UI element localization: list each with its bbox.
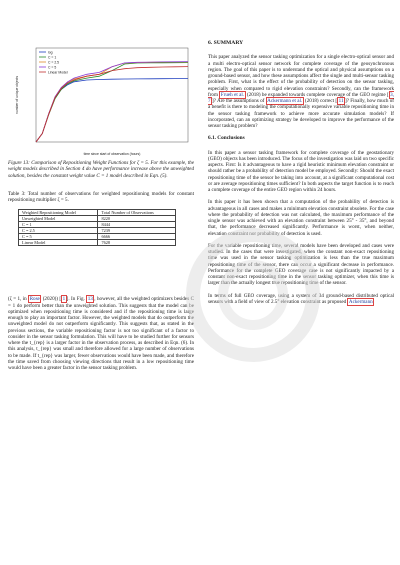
legend-label: C = 2.5 <box>48 60 60 65</box>
text-run: (2018) be expanded towards complete coverage of the GEO regime [ <box>245 91 389 98</box>
table-cell-observations: 8220 <box>98 216 176 222</box>
figure-caption-text: Comparison of Repositioning Weight Functions for ζ = 5. For this example, the weight models described in Section 4 do have performance increase above the unweighted solution, besides the constant weight value C = 1 model described in Eqn. (5). <box>8 160 194 179</box>
text-run: , however, all the weighted optimizers besides C = 1 do perform better than the unweighted solution. This suggests that the model can be optimized when repositioning time is considered and if the repositioning time is large enough to play an important factor. However, the weighted models that do outperform the unweighted model do not outperform significantly. This suggests that, as stated in the previous sections, the variable repositioning factor is not too significant of a factor to consider in the sensor tasking formulation. This will have to be studied further for sensors where the t_{rep} is a larger factor in the observation process, as described in Eqn. (6). In this analysis, t_{rep} was small and therefore allowed for a large number of observations to be made. If t_{rep} was larger, fewer observations would have been made, and therefore the time saved from choosing viewing directions that result in a low repositioning time would have been a greater factor in the sensor tasking problem. <box>8 296 194 371</box>
table-cell-observations: 7239 <box>98 228 176 234</box>
y-axis-label: number of unique objects <box>15 75 19 115</box>
text-run: (2018) correct [ <box>303 98 338 104</box>
conclusions-paragraph-3: For the variable repositioning time, several models have been developed and cases were studied. In the cases that were investigated, when the constant non-exact repositioning time was used in the sensor tasking optimization is less than the true maximum repositioning time of the sensor, there can occur a significant decrease in performance. Performance for the complete GEO coverage case is not significantly impacted by a constant non-exact repositioning time in the sensor tasking optimizer, when this time is larger than the actually longest true repositioning time of the sensor. <box>208 242 394 287</box>
legend-label: Linear Model <box>48 70 68 75</box>
table-cell-observations: 7628 <box>98 240 176 246</box>
table-3-caption: Table 3: Total number of observations for weighted repositioning models for constant repositioning multiplier ζ = 5. <box>8 190 194 203</box>
left-column <box>8 160 194 377</box>
figure-13-chart <box>12 44 194 158</box>
table-cell-observations: 6666 <box>98 234 176 240</box>
text-run: ]? Finally, how much of a benefit is there to modeling the computationally expensive variable repositioning time in the sensor tasking framework to achieve more accurate simulation models? If incorporated, can an optimizing strategy be developed to improve the performance of the sensor tasking problem? <box>208 98 394 129</box>
conclusions-paragraph-2: In this paper it has been shown that a computation of the probability of detection is advantageous in all cases and makes a minimum elevation constraint obsolete. For the case where the probability of detection was not calculated, the maximum performance of the single sensor was achieved with an elevation constraint between 25° - 35°, and beyond that, the performance decreased significantly. Performance is worst, when neither, elevation constraint nor probability of detection is used. <box>208 199 394 237</box>
text-run: (2020)) [ <box>41 296 62 303</box>
text-run: ]. In Fig. <box>66 296 87 303</box>
series-line <box>36 63 188 142</box>
table-cell-model: Unweighted Model <box>19 216 98 222</box>
citation-link-ackermann[interactable]: Ackermann et al. <box>267 98 303 104</box>
conclusions-paragraph-1: In this paper a sensor tasking framework for complete coverage of the geostationary (GEO) objects has been introduced. The focus of the investigation was laid on two specific aspects. First: Is it advantageous to have a rigid heuristic minimum elevation constraint or should rather be a probability of detection model be employed. Secondly: Should the exact repositioning time of the sensor be taking into account, at a significant computational cost or are average repositioning times sufficient? In both aspects the target function is to reach a complete coverage of the entire GEO region within 24 hours. <box>208 149 394 193</box>
series-line <box>36 67 188 142</box>
table-cell-model: C = 5 <box>19 234 98 240</box>
subsection-heading-conclusions: 6.1. Conclusions <box>208 135 245 142</box>
summary-paragraph <box>208 54 394 129</box>
table-cell-model: C = 1 <box>19 222 98 228</box>
legend-label: C = 1 <box>48 55 57 60</box>
left-body-paragraph <box>8 296 194 371</box>
legend-label: C = 5 <box>48 65 57 70</box>
table-header-model: Weighted Repositioning Model <box>19 210 98 216</box>
citation-link-ackermann-2[interactable]: Ackermann <box>348 298 373 305</box>
citation-link-3-7[interactable]: 3, 7 <box>208 91 394 104</box>
text-run: ]? Are the assumptions of <box>212 98 266 104</box>
conclusions-paragraph-4 <box>208 293 394 306</box>
legend-label: log <box>48 50 53 55</box>
table-cell-model: Linear Model <box>19 240 98 246</box>
table-cell-observations: 8444 <box>98 222 176 228</box>
figure-link-13[interactable]: 13 <box>87 296 93 303</box>
citation-link-11[interactable]: 11 <box>338 98 344 104</box>
right-column <box>208 40 394 311</box>
figure-caption-label: Figure 13: <box>8 160 30 166</box>
section-heading-summary: 6. SUMMARY <box>208 40 244 46</box>
observations-table <box>18 209 176 246</box>
text-run: This paper analyzed the sensor tasking optimization for a single electro-optical sensor and a multi electro-optical sensor network for complete coverage of the geosynchronous region. The goal of this paper is to understand the optical and physical assumptions on a ground-based sensor, and how these assumptions affect the single and multi-sensor tasking problem. First, what is the effect of the probability of detection on the sensor tasking, especially when compared to rigid elevation constraints? Secondly, can the framework from <box>208 54 394 98</box>
text-run: In terms of full GEO coverage, using a system of 34 ground-based distributed optical sensors with a field of view of 2.5° elevation constraint as proposed <box>208 292 394 305</box>
citation-link-1[interactable]: 1 <box>62 296 66 303</box>
citation-link-rose[interactable]: Rose <box>29 296 40 303</box>
table-header-observations: Total Number of Observations <box>98 210 176 216</box>
figure-13-caption <box>8 160 194 179</box>
x-axis-label: time since start of observation (hours) <box>83 152 141 156</box>
text-run: (ζ = 1, in <box>8 296 29 303</box>
table-row <box>19 240 176 246</box>
citation-link-frueh[interactable]: Frueh et al. <box>220 91 245 98</box>
series-line <box>36 79 188 143</box>
line-chart <box>12 44 194 158</box>
table-cell-model: C = 2.5 <box>19 228 98 234</box>
